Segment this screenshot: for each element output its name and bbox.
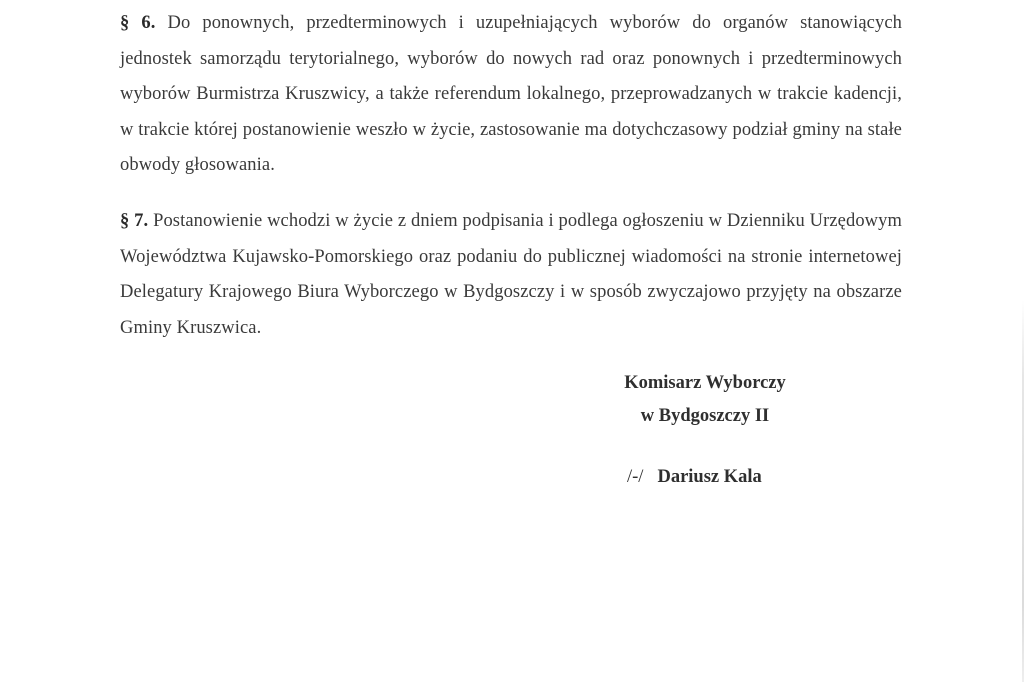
section-7-marker: § 7. [120, 211, 149, 231]
signature-title: Komisarz Wyborczy [624, 373, 786, 393]
section-6-text: Do ponownych, przedterminowych i uzupełniających wyborów do organów stanowiących jednostek samorządu terytorialnego, wyborów do nowych rad oraz ponownych i przedterminowych wyborów Burmistrza Kruszwicy, a także referendum lokalnego, przeprowadzanych w trakcie kadencji, w trakcie której postanowienie weszło w życie, zastosowanie ma dotychczasowy podział gminy na stałe obwody głosowania. [120, 13, 902, 175]
signatory-name: Dariusz Kala [657, 467, 762, 487]
signed-mark: /-/ [627, 467, 644, 487]
signature-city: w Bydgoszczy II [640, 406, 770, 426]
signature-name-line [627, 467, 762, 488]
section-7-paragraph [120, 204, 902, 346]
section-6-paragraph [120, 6, 902, 184]
section-7-text: Postanowienie wchodzi w życie z dniem podpisania i podlega ogłoszeniu w Dzienniku Urzędowym Województwa Kujawsko-Pomorskiego oraz podaniu do publicznej wiadomości na stronie internetowej Delegatury Krajowego Biura Wyborczego w Bydgoszczy i w sposób zwyczajowo przyjęty na obszarze Gminy Kruszwica. [120, 211, 902, 338]
section-6-marker: § 6. [120, 13, 156, 33]
